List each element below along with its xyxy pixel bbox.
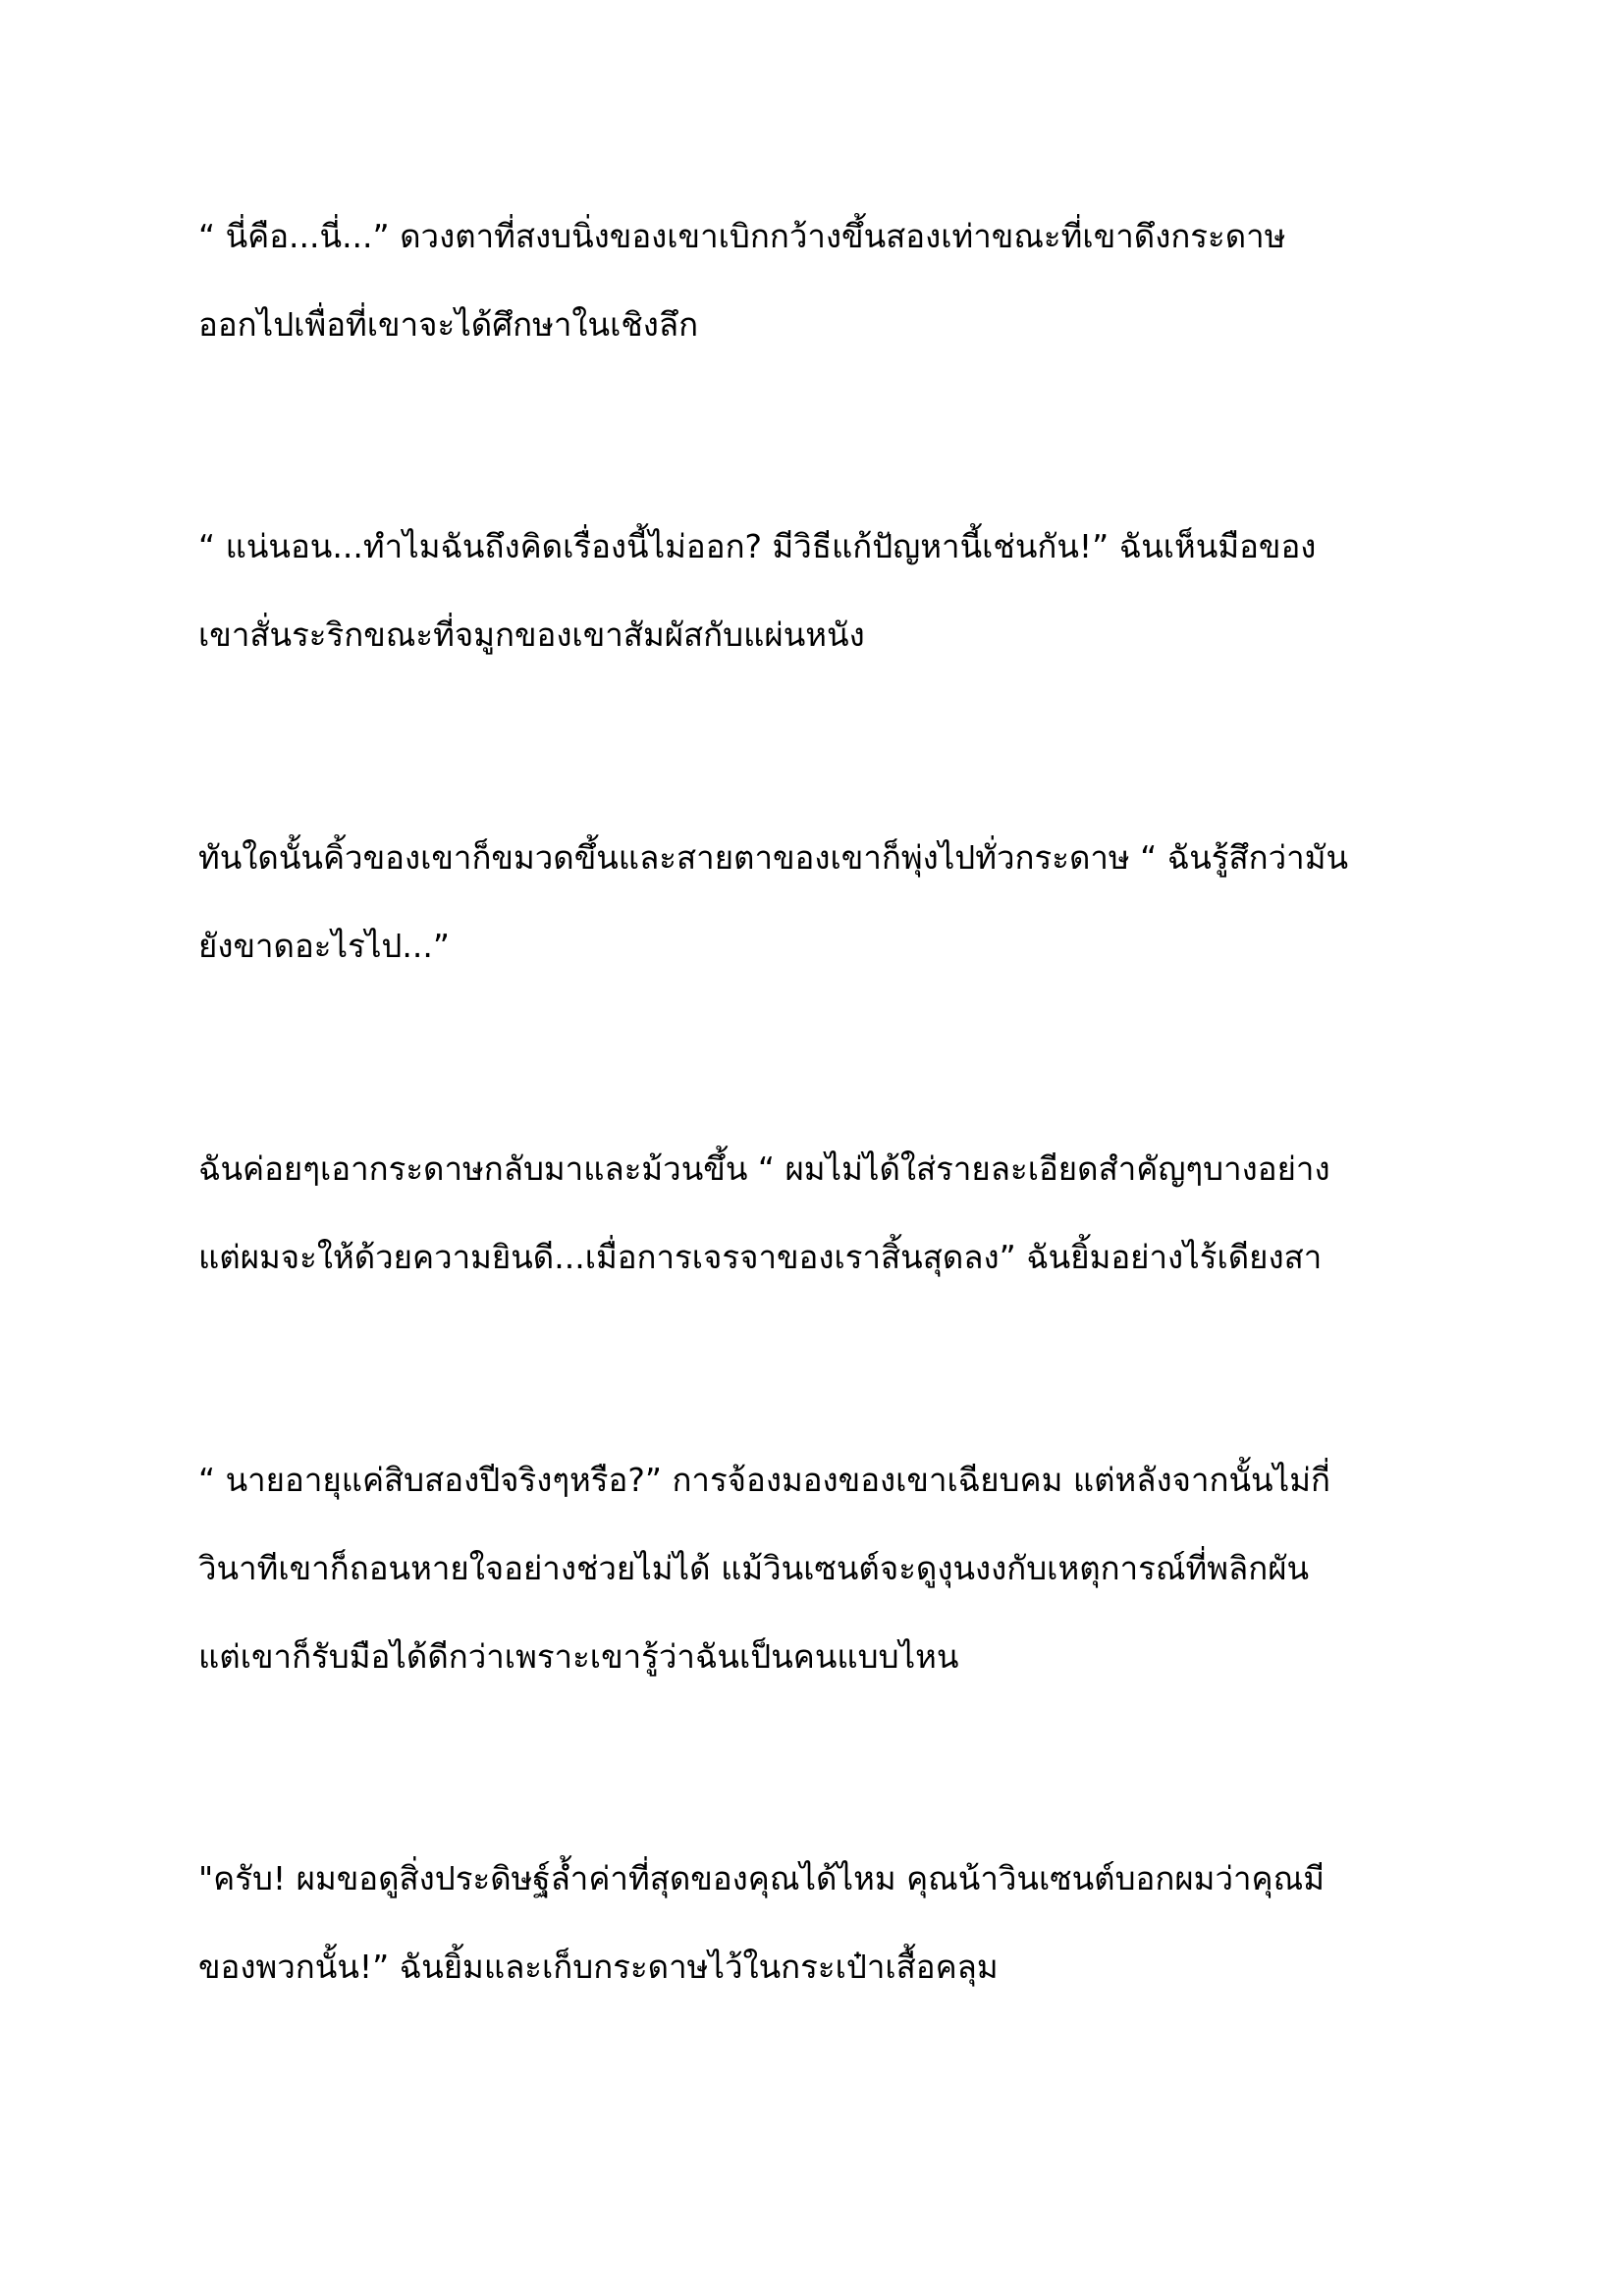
text-line: เขาสั่นระริกขณะที่จมูกของเขาสัมผัสกับแผ่นหนัง <box>198 615 865 654</box>
paragraph-2 <box>198 503 1435 679</box>
text-line: "ครับ! ผมขอดูสิ่งประดิษฐ์ล้ำค่าที่สุดของคุณได้ไหม คุณน้าวินเซนต์บอกผมว่าคุณมี <box>198 1859 1325 1897</box>
text-line: วินาทีเขาก็ถอนหายใจอย่างช่วยไม่ได้ แม้วินเซนต์จะดูงุนงงกับเหตุการณ์ที่พลิกผัน <box>198 1549 1310 1587</box>
paragraph-1 <box>198 192 1435 369</box>
text-line: “ นายอายุแค่สิบสองปีจริงๆหรือ?” การจ้องมองของเขาเฉียบคม แต่หลังจากนั้นไม่กี่ <box>198 1461 1330 1499</box>
text-line: ของพวกนั้น!” ฉันยิ้มและเก็บกระดาษไว้ในกระเป๋าเสื้อคลุม <box>198 1948 999 1986</box>
text-line: ฉันค่อยๆเอากระดาษกลับมาและม้วนขึ้น “ ผมไม่ได้ใส่รายละเอียดสำคัญๆบางอย่าง <box>198 1149 1330 1188</box>
text-line: แต่เขาก็รับมือได้ดีกว่าเพราะเขารู้ว่าฉันเป็นคนแบบไหน <box>198 1637 959 1676</box>
paragraph-4 <box>198 1125 1435 1302</box>
text-line: แต่ผมจะให้ด้วยความยินดี...เมื่อการเจรจาของเราสิ้นสุดลง” ฉันยิ้มอย่างไร้เดียงสา <box>198 1238 1323 1276</box>
text-line: ทันใดนั้นคิ้วของเขาก็ขมวดขึ้นและสายตาของเขาก็พุ่งไปทั่วกระดาษ “ ฉันรู้สึกว่ามัน <box>198 838 1349 877</box>
paragraph-5 <box>198 1436 1435 1701</box>
text-line: ออกไปเพื่อที่เขาจะได้ศึกษาในเชิงลึก <box>198 305 699 344</box>
paragraph-3 <box>198 814 1435 990</box>
text-line: “ แน่นอน...ทำไมฉันถึงคิดเรื่องนี้ไม่ออก? มีวิธีแก้ปัญหานี้เช่นกัน!” ฉันเห็นมือของ <box>198 527 1317 565</box>
paragraph-6 <box>198 1835 1435 2011</box>
text-line: ยังขาดอะไรไป...” <box>198 927 450 965</box>
text-line: “ นี่คือ...นี่...” ดวงตาที่สงบนิ่งของเขาเบิกกว้างขึ้นสองเท่าขณะที่เขาดึงกระดาษ <box>198 217 1286 255</box>
